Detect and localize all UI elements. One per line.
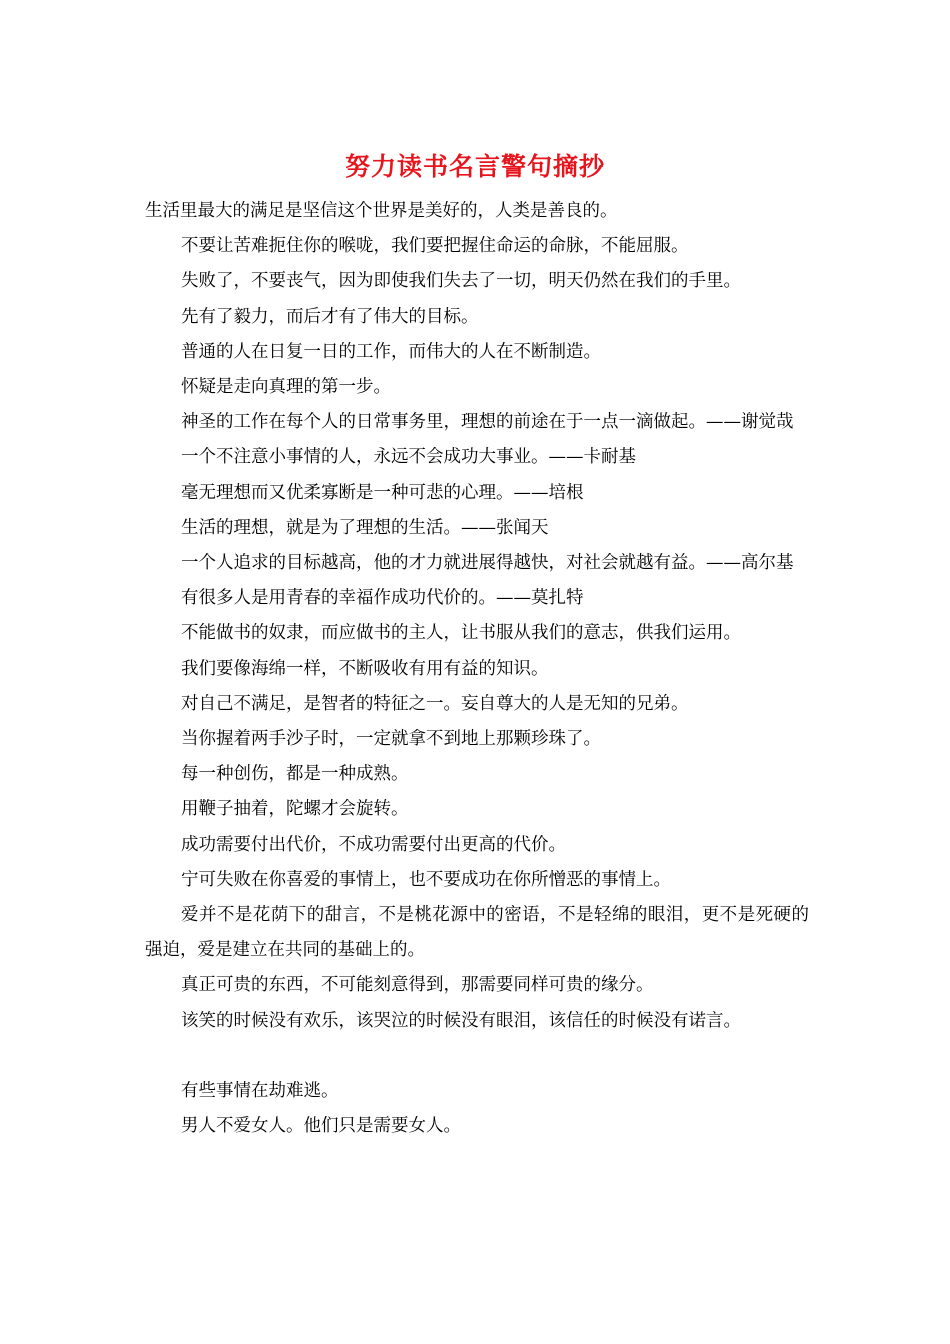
quote-paragraph: 每一种创伤，都是一种成熟。 [181, 764, 409, 785]
quote-paragraph: 有些事情在劫难逃。 [181, 1081, 339, 1102]
quote-paragraph: 怀疑是走向真理的第一步。 [181, 377, 392, 398]
quote-paragraph: 毫无理想而又优柔寡断是一种可悲的心理。——培根 [181, 482, 584, 503]
quote-paragraph: 当你握着两手沙子时，一定就拿不到地上那颗珍珠了。 [181, 729, 602, 750]
quote-paragraph: 男人不爱女人。他们只是需要女人。 [181, 1116, 462, 1137]
quote-paragraph: 真正可贵的东西，不可能刻意得到，那需要同样可贵的缘分。 [181, 975, 654, 996]
quote-paragraph: 用鞭子抽着，陀螺才会旋转。 [181, 799, 409, 820]
quote-paragraph: 该笑的时候没有欢乐，该哭泣的时候没有眼泪，该信任的时候没有诺言。 [181, 1010, 742, 1031]
quote-paragraph: 有很多人是用青春的幸福作成功代价的。——莫扎特 [181, 588, 584, 609]
quote-paragraph: 成功需要付出代价，不成功需要付出更高的代价。 [181, 834, 567, 855]
quote-paragraph: 一个人追求的目标越高，他的才力就进展得越快，对社会就越有益。——高尔基 [181, 553, 794, 574]
quote-paragraph: 宁可失败在你喜爱的事情上，也不要成功在你所憎恶的事情上。 [181, 869, 672, 890]
blank-line [145, 1039, 809, 1074]
quote-paragraph: 一个不注意小事情的人，永远不会成功大事业。——卡耐基 [181, 447, 637, 468]
quote-paragraph: 爱并不是花荫下的甜言，不是桃花源中的密语，不是轻绵的眼泪，更不是死硬的强迫，爱是建立在共同的基础上的。 [145, 905, 809, 961]
quote-paragraph: 对自己不满足，是智者的特征之一。妄自尊大的人是无知的兄弟。 [181, 693, 689, 714]
quote-paragraph: 不能做书的奴隶，而应做书的主人，让书服从我们的意志，供我们运用。 [181, 623, 742, 644]
document-body [145, 194, 809, 1144]
quote-paragraph: 生活的理想，就是为了理想的生活。——张闻天 [181, 517, 549, 538]
quote-paragraph: 先有了毅力，而后才有了伟大的目标。 [181, 306, 479, 327]
quote-paragraph: 普通的人在日复一日的工作，而伟大的人在不断制造。 [181, 341, 602, 362]
document-title: 努力读书名言警句摘抄 [344, 152, 605, 181]
quote-paragraph: 生活里最大的满足是坚信这个世界是美好的，人类是善良的。 [145, 201, 618, 221]
quote-paragraph: 失败了，不要丧气，因为即使我们失去了一切，明天仍然在我们的手里。 [181, 271, 742, 292]
quote-paragraph: 神圣的工作在每个人的日常事务里，理想的前途在于一点一滴做起。——谢觉哉 [181, 412, 794, 433]
quote-paragraph: 我们要像海绵一样，不断吸收有用有益的知识。 [181, 658, 549, 679]
quote-paragraph: 不要让苦难扼住你的喉咙，我们要把握住命运的命脉，不能屈服。 [181, 236, 689, 257]
